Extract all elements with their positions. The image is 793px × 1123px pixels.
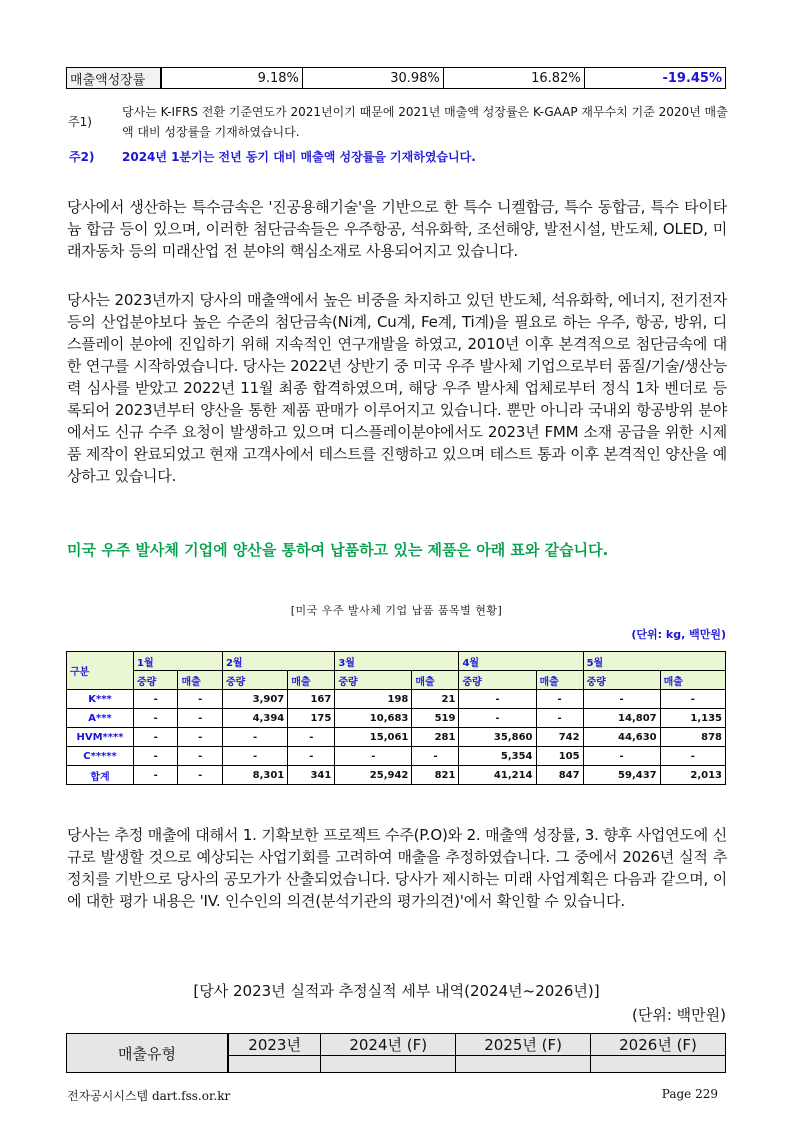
estimate-header-year: 2025년 (F) xyxy=(456,1034,591,1056)
shipment-cell: - xyxy=(178,690,222,709)
shipment-subheader: 중량 xyxy=(335,671,412,690)
shipment-cell: 175 xyxy=(288,709,335,728)
estimate-header-blank xyxy=(456,1056,591,1073)
shipment-header-month: 4월 xyxy=(459,652,583,671)
shipment-cell: 5,354 xyxy=(459,747,536,766)
shipment-cell: - xyxy=(222,728,287,747)
shipment-subheader: 매출 xyxy=(536,671,583,690)
shipment-subheader: 중량 xyxy=(583,671,660,690)
estimate-section-title: [당사 2023년 실적과 추정실적 세부 내역(2024년~2026년)] xyxy=(193,982,600,1000)
shipment-table-row xyxy=(67,690,726,709)
shipment-subheader: 중량 xyxy=(222,671,287,690)
shipment-subheader: 매출 xyxy=(288,671,335,690)
shipment-cell: - xyxy=(134,747,178,766)
shipment-cell: - xyxy=(134,766,178,785)
growth-rate-label: 매출액성장률 xyxy=(67,68,162,89)
shipment-table-row xyxy=(67,766,726,785)
shipment-cell: 167 xyxy=(288,690,335,709)
shipment-cell: 35,860 xyxy=(459,728,536,747)
growth-rate-table xyxy=(66,67,726,89)
estimate-header-year: 2024년 (F) xyxy=(321,1034,456,1056)
shipment-cell: 14,807 xyxy=(583,709,660,728)
shipment-cell: - xyxy=(660,690,725,709)
shipment-cell: 8,301 xyxy=(222,766,287,785)
growth-rate-value: 30.98% xyxy=(302,68,443,89)
shipment-subheader: 중량 xyxy=(459,671,536,690)
shipment-subheader: 매출 xyxy=(178,671,222,690)
paragraph-rnd-history: 당사는 2023년까지 당사의 매출액에서 높은 비중을 차지하고 있던 반도체, 석유화학, 에너지, 전기전자등의 산업분야보다 높은 수준의 첨단금속(Ni계, Cu계, Fe계, Ti계)을 필요로 하는 우주, 항공, 방위, 디스플레이 분야에 진입하기 위해 지속적인 연구개발을 하였고, 2010년 이후 본격적으로 첨단금속에 대한 연구를 시작하였습니다. 당사는 2022년 상반기 중 미국 우주 발사체 기업으로부터 품질/기술/생산능력 심사를 받았고 2022년 11월 최종 합격하였으며, 해당 우주 발사체 업체로부터 정식 1차 벤더로 등록되어 2023년부터 양산을 통한 제품 판매가 이루어지고 있습니다. 뿐만 아니라 국내외 항공방위 분야에서도 신규 수주 요청이 발생하고 있으며 디스플레이분야에서도 2023년 FMM 소재 공급을 위한 시제품 제작이 완료되었고 현재 고객사에서 테스트를 진행하고 있으며 테스트 통과 이후 본격적인 양산을 예상하고 있습니다. xyxy=(67,291,728,485)
shipment-row-label: K*** xyxy=(67,690,134,709)
growth-rate-value: 16.82% xyxy=(443,68,584,89)
shipment-cell: 742 xyxy=(536,728,583,747)
shipment-subheader-row xyxy=(67,671,726,690)
note1-label: 주1) xyxy=(68,115,92,129)
shipment-cell: - xyxy=(660,747,725,766)
growth-rate-row xyxy=(67,68,726,89)
shipment-row-label: 합계 xyxy=(67,766,134,785)
shipment-cell: - xyxy=(536,690,583,709)
estimate-header-blank xyxy=(591,1056,726,1073)
shipment-cell: - xyxy=(134,728,178,747)
shipment-header-month: 3월 xyxy=(335,652,459,671)
shipment-header-month: 2월 xyxy=(222,652,334,671)
shipment-table-row xyxy=(67,747,726,766)
shipment-cell: 847 xyxy=(536,766,583,785)
shipment-cell: - xyxy=(178,747,222,766)
shipment-cell: 519 xyxy=(412,709,459,728)
shipment-cell: 3,907 xyxy=(222,690,287,709)
shipment-row-label: C***** xyxy=(67,747,134,766)
shipment-table-unit: (단위: kg, 백만원) xyxy=(631,628,726,641)
growth-rate-value-negative: -19.45% xyxy=(584,68,725,89)
shipment-cell: 44,630 xyxy=(583,728,660,747)
footer-site: 전자공시시스템 dart.fss.or.kr xyxy=(67,1089,231,1103)
note2-text: 2024년 1분기는 전년 동기 대비 매출액 성장률을 기재하였습니다. xyxy=(122,150,476,164)
shipment-cell: 1,135 xyxy=(660,709,725,728)
estimate-header-blank xyxy=(228,1056,321,1073)
shipment-cell: - xyxy=(412,747,459,766)
estimate-section-unit: (단위: 백만원) xyxy=(632,1006,726,1024)
shipment-row-label: A*** xyxy=(67,709,134,728)
green-heading: 미국 우주 발사체 기업에 양산을 통하여 납품하고 있는 제품은 아래 표와 같습니다. xyxy=(67,541,609,559)
shipment-cell: - xyxy=(459,709,536,728)
shipment-cell: - xyxy=(583,690,660,709)
shipment-cell: 2,013 xyxy=(660,766,725,785)
shipment-cell: - xyxy=(134,709,178,728)
shipment-cell: 105 xyxy=(536,747,583,766)
shipment-header-category: 구분 xyxy=(67,652,134,690)
estimate-header-row xyxy=(67,1034,726,1056)
shipment-table-body xyxy=(67,690,726,785)
shipment-header-month: 5월 xyxy=(583,652,725,671)
shipment-cell: - xyxy=(178,728,222,747)
shipment-table xyxy=(66,651,726,785)
shipment-cell: - xyxy=(288,728,335,747)
shipment-cell: 341 xyxy=(288,766,335,785)
shipment-cell: 59,437 xyxy=(583,766,660,785)
shipment-cell: - xyxy=(178,709,222,728)
shipment-cell: 15,061 xyxy=(335,728,412,747)
shipment-table-title: [미국 우주 발사체 기업 납품 품목별 현황] xyxy=(290,604,503,617)
estimate-header-type: 매출유형 xyxy=(67,1034,229,1073)
estimate-header-year: 2026년 (F) xyxy=(591,1034,726,1056)
growth-rate-value: 9.18% xyxy=(161,68,302,89)
estimate-table xyxy=(66,1033,726,1073)
note1-text: 당사는 K-IFRS 전환 기준연도가 2021년이기 때문에 2021년 매출액 성장률은 K-GAAP 재무수치 기준 2020년 매출액 대비 성장률을 기재하였습니다. xyxy=(122,105,728,139)
shipment-table-row xyxy=(67,709,726,728)
shipment-cell: - xyxy=(222,747,287,766)
shipment-cell: - xyxy=(459,690,536,709)
shipment-cell: 10,683 xyxy=(335,709,412,728)
shipment-cell: 281 xyxy=(412,728,459,747)
paragraph-special-metals: 당사에서 생산하는 특수금속은 '진공용해기술'을 기반으로 한 특수 니켈합금, 특수 동합금, 특수 타이타늄 합금 등이 있으며, 이러한 첨단금속들은 우주항공, 석유화학, 조선해양, 발전시설, 반도체, OLED, 미래자동차 등의 미래산업 전 분야의 핵심소재로 사용되어지고 있습니다. xyxy=(67,198,727,260)
shipment-cell: 21 xyxy=(412,690,459,709)
shipment-cell: 25,942 xyxy=(335,766,412,785)
note2-label: 주2) xyxy=(69,150,95,164)
shipment-cell: - xyxy=(288,747,335,766)
estimate-header-blank xyxy=(321,1056,456,1073)
shipment-header-month: 1월 xyxy=(134,652,223,671)
shipment-cell: - xyxy=(536,709,583,728)
shipment-cell: - xyxy=(134,690,178,709)
shipment-table-row xyxy=(67,728,726,747)
shipment-cell: 198 xyxy=(335,690,412,709)
shipment-cell: - xyxy=(178,766,222,785)
shipment-subheader: 매출 xyxy=(660,671,725,690)
shipment-cell: - xyxy=(335,747,412,766)
estimate-header-year: 2023년 xyxy=(228,1034,321,1056)
shipment-cell: 41,214 xyxy=(459,766,536,785)
footer-page-number: Page 229 xyxy=(661,1087,718,1101)
shipment-cell: - xyxy=(583,747,660,766)
shipment-cell: 4,394 xyxy=(222,709,287,728)
shipment-subheader: 중량 xyxy=(134,671,178,690)
shipment-cell: 878 xyxy=(660,728,725,747)
shipment-cell: 821 xyxy=(412,766,459,785)
shipment-row-label: HVM**** xyxy=(67,728,134,747)
paragraph-estimate-basis: 당사는 추정 매출에 대해서 1. 기확보한 프로젝트 수주(P.O)와 2. 매출액 성장률, 3. 향후 사업연도에 신규로 발생할 것으로 예상되는 사업기회를 고려하여 매출을 추정하였습니다. 그 중에서 2026년 실적 추정치를 기반으로 당사의 공모가가 산출되었습니다. 당사가 제시하는 미래 사업계획은 다음과 같으며, 이에 대한 평가 내용은 'IV. 인수인의 의견(분석기관의 평가의견)'에서 확인할 수 있습니다. xyxy=(67,826,727,910)
shipment-month-header-row xyxy=(67,652,726,671)
shipment-subheader: 매출 xyxy=(412,671,459,690)
